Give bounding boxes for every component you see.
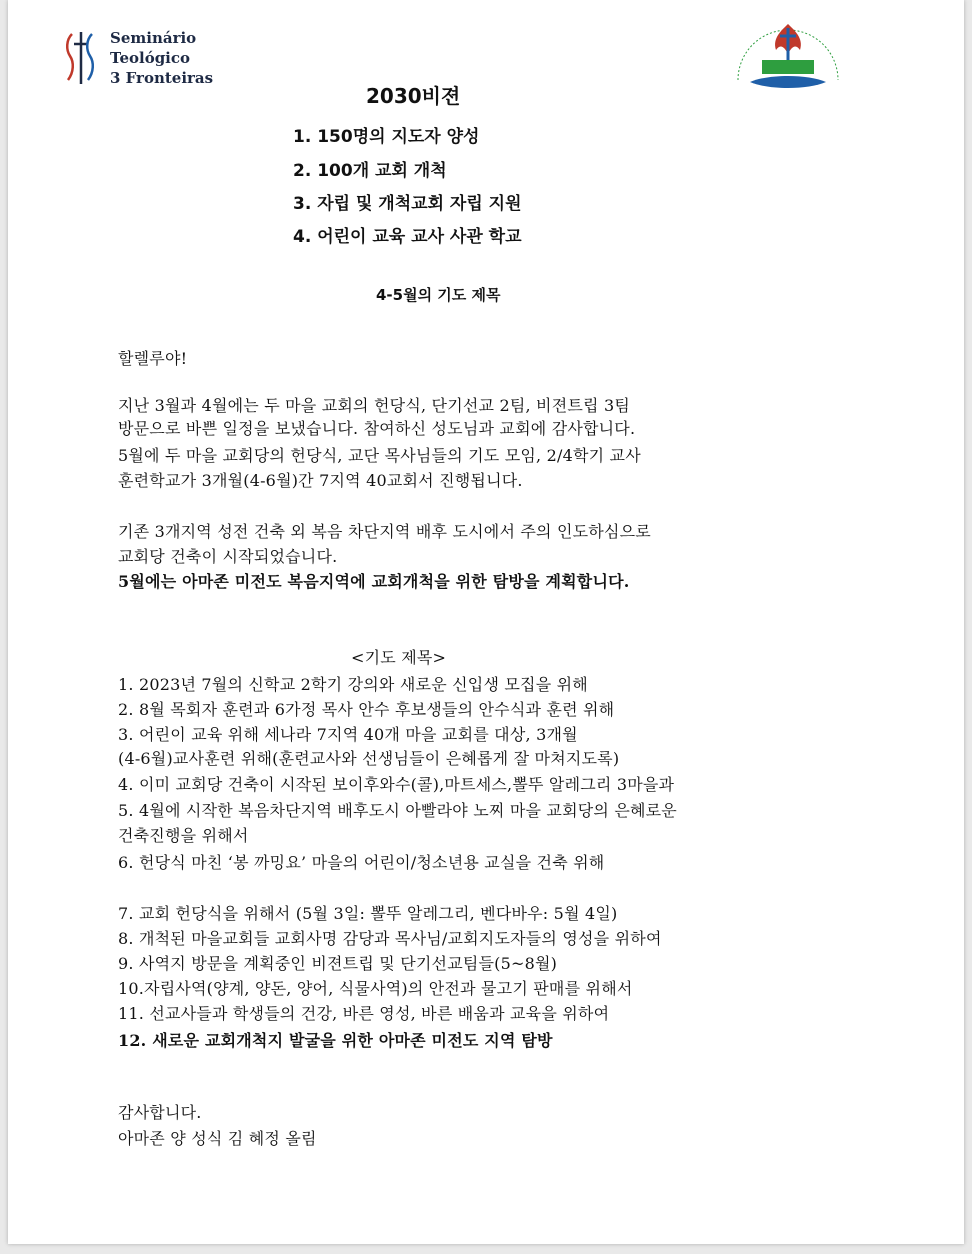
prayer-item: 5. 4월에 시작한 복음차단지역 배후도시 아빨라야 노찌 마을 교회당의 은혜로운 — [118, 801, 677, 820]
greeting: 할렐루야! — [118, 349, 188, 368]
prayer-item: 7. 교회 헌당식을 위해서 (5월 3일: 뽈뚜 알레그리, 벤다바우: 5월 4일) — [118, 904, 618, 923]
prayer-item: 2. 8월 목회자 훈련과 6가정 목사 안수 후보생들의 안수식과 훈련 위해 — [118, 700, 615, 719]
logo-line: 3 Fronteiras — [110, 69, 214, 87]
vision-item: 4. 어린이 교육 교사 사관 학교 — [293, 227, 522, 247]
closing-signature: 아마존 양 성식 김 혜정 올림 — [118, 1129, 317, 1148]
section-subtitle: 4-5월의 기도 제목 — [376, 286, 501, 304]
logo-line: Teológico — [110, 49, 191, 67]
document-page — [8, 0, 964, 1244]
church-emblem-icon — [728, 20, 848, 96]
paragraph-line: 훈련학교가 3개월(4-6월)간 7지역 40교회서 진행됩니다. — [118, 471, 523, 490]
prayer-item: 3. 어린이 교육 위해 세나라 7지역 40개 마을 교회를 대상, 3개월 — [118, 725, 578, 744]
prayer-item: 10.자립사역(양계, 양돈, 양어, 식물사역)의 안전과 물고기 판매를 위해서 — [118, 979, 633, 998]
prayer-item: 건축진행을 위해서 — [118, 826, 249, 845]
paragraph-line: 기존 3개지역 성전 건축 외 복음 차단지역 배후 도시에서 주의 인도하심으로 — [118, 522, 651, 541]
vision-item: 3. 자립 및 개척교회 자립 지원 — [293, 194, 522, 214]
paragraph-line: 지난 3월과 4월에는 두 마을 교회의 헌당식, 단기선교 2팀, 비젼트립 3팀 — [118, 396, 631, 415]
vision-title: 2030비젼 — [366, 84, 461, 108]
prayer-item: (4-6월)교사훈련 위해(훈련교사와 선생님들이 은혜롭게 잘 마쳐지도록) — [118, 749, 620, 768]
prayer-item: 9. 사역지 방문을 계획중인 비젼트립 및 단기선교팀들(5~8월) — [118, 954, 558, 973]
prayer-item: 4. 이미 교회당 건축이 시작된 보이후와수(콜),마트세스,뽈뚜 알레그리 3마을과 — [118, 775, 675, 794]
closing-thanks: 감사합니다. — [118, 1103, 202, 1122]
prayer-item: 8. 개척된 마을교회들 교회사명 감당과 목사님/교회지도자들의 영성을 위하여 — [118, 929, 662, 948]
prayer-item-bold: 12. 새로운 교회개척지 발굴을 위한 아마존 미전도 지역 탐방 — [118, 1031, 553, 1050]
vision-item: 1. 150명의 지도자 양성 — [293, 127, 480, 147]
paragraph-line: 5월에 두 마을 교회당의 헌당식, 교단 목사님들의 기도 모임, 2/4학기 교사 — [118, 446, 641, 465]
church-logo — [728, 20, 848, 100]
paragraph-line-bold: 5월에는 아마존 미전도 복음지역에 교회개척을 위한 탐방을 계획합니다. — [118, 572, 630, 591]
prayer-title: <기도 제목> — [351, 648, 447, 667]
logo-line: Seminário — [110, 29, 197, 47]
prayer-item: 11. 선교사들과 학생들의 건강, 바른 영성, 바른 배움과 교육을 위하여 — [118, 1004, 610, 1023]
seminary-cross-icon — [64, 30, 98, 86]
prayer-item: 6. 헌당식 마친 ‘봉 까밍요’ 마을의 어린이/청소년용 교실을 건축 위해 — [118, 853, 605, 872]
paragraph-line: 방문으로 바쁜 일정을 보냈습니다. 참여하신 성도님과 교회에 감사합니다. — [118, 419, 636, 438]
paragraph-line: 교회당 건축이 시작되었습니다. — [118, 547, 338, 566]
vision-item: 2. 100개 교회 개척 — [293, 161, 447, 181]
prayer-item: 1. 2023년 7월의 신학교 2학기 강의와 새로운 신입생 모집을 위해 — [118, 675, 588, 694]
